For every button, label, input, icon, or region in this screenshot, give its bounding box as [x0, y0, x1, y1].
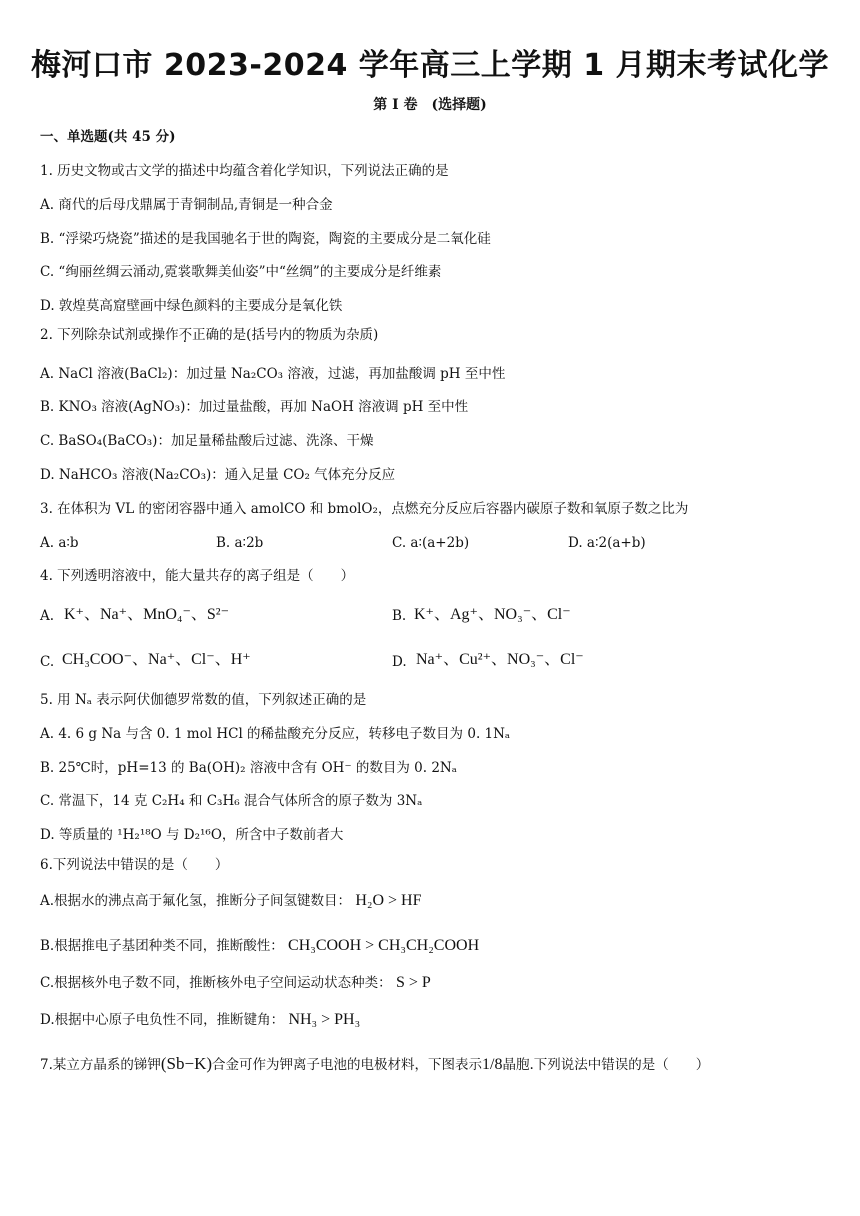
q5-option-c: C. 常温下，14 克 C₂H₄ 和 C₃H₆ 混合气体所含的原子数为 3Nₐ [40, 793, 423, 809]
q7-stem-mid: 合金可作为钾离子电池的电极材料，下图表示 [212, 1057, 483, 1073]
q4-option-b: K⁺、Ag⁺、NO₃⁻、Cl⁻ [414, 606, 571, 623]
q6-option-d [40, 1011, 360, 1029]
q1-option-b: B. “浮梁巧烧瓷”描述的是我国驰名于世的陶瓷，陶瓷的主要成分是二氧化硅 [40, 231, 491, 247]
q6-option-a-text: A.根据水的沸点高于氟化氢，推断分子间氢键数目： [40, 893, 352, 909]
section-heading: 一、单选题(共 45 分) [40, 129, 176, 145]
q7-stem-post: 晶胞.下列说法中错误的是（ ） [502, 1057, 710, 1073]
q1-stem: 1. 历史文物或古文学的描述中均蕴含着化学知识，下列说法正确的是 [40, 163, 449, 179]
q4-option-d: Na⁺、Cu²⁺、NO₃⁻、Cl⁻ [416, 651, 584, 668]
q5-option-d: D. 等质量的 ¹H₂¹⁸O 与 D₂¹⁶O，所含中子数前者大 [40, 827, 344, 843]
q5-option-a: A. 4. 6 g Na 与含 0. 1 mol HCl 的稀盐酸充分反应，转移电子数目为 0. 1Nₐ [40, 726, 511, 742]
q7-stem-pre: 7.某立方晶系的锑钾 [40, 1057, 161, 1073]
q2-option-d: D. NaHCO₃ 溶液(Na₂CO₃)：通入足量 CO₂ 气体充分反应 [40, 467, 396, 483]
q6-option-d-text: D.根据中心原子电负性不同，推断键角： [40, 1012, 285, 1028]
q3-option-c: C. a∶(a+2b) [392, 535, 470, 551]
q7-stem-fraction: 1/8 [482, 1056, 503, 1073]
q6-option-c [40, 974, 431, 992]
q4-stem: 4. 下列透明溶液中，能大量共存的离子组是（ ） [40, 568, 355, 584]
q6-option-a [40, 892, 422, 910]
q7-stem-formula: (Sb−K) [160, 1054, 213, 1073]
q6-option-c-formula: S > P [395, 974, 431, 991]
q2-option-b: B. KNO₃ 溶液(AgNO₃)：加过量盐酸，再加 NaOH 溶液调 pH 至中性 [40, 399, 469, 415]
q6-option-b-text: B.根据推电子基团种类不同，推断酸性： [40, 938, 284, 954]
q6-option-d-formula: NH₃ > PH₃ [288, 1011, 361, 1028]
q2-stem-pre: 2. 下列除杂试剂或操作 [40, 327, 179, 343]
q5-option-b: B. 25℃时，pH=13 的 Ba(OH)₂ 溶液中含有 OH⁻ 的数目为 0. 2Nₐ [40, 760, 457, 776]
q6-option-c-text: C.根据核外电子数不同，推断核外电子空间运动状态种类： [40, 975, 392, 991]
q6-option-b-formula: CH₃COOH > CH₃CH₂COOH [288, 937, 480, 954]
q4-option-c: CH₃COO⁻、Na⁺、Cl⁻、H⁺ [62, 651, 251, 668]
q6-stem: 6.下列说法中错误的是（ ） [40, 857, 229, 873]
q2-option-c: C. BaSO₄(BaCO₃)：加足量稀盐酸后过滤、洗涤、干燥 [40, 433, 374, 449]
q3-option-b: B. a∶2b [216, 535, 264, 551]
q1-option-c: C. “绚丽丝绸云涌动,霓裳歌舞美仙姿”中“丝绸”的主要成分是纤维素 [40, 264, 442, 280]
q6-option-b [40, 937, 479, 955]
q2-stem [40, 326, 378, 344]
q5-stem: 5. 用 Nₐ 表示阿伏伽德罗常数的值，下列叙述正确的是 [40, 692, 367, 708]
section-subtitle: 第 I 卷 (选择题) [373, 97, 487, 113]
q4-option-c-label: C. [40, 654, 55, 670]
q6-option-a-formula: H₂O > HF [355, 892, 422, 909]
q4-option-d-label: D. [392, 654, 407, 670]
q2-stem-post: 正确的是(括号内的物质为杂质) [192, 327, 379, 343]
exam-title: 梅河口市 2023-2024 学年高三上学期 1 月期末考试化学 [30, 48, 830, 83]
q2-option-a: A. NaCl 溶液(BaCl₂)：加过量 Na₂CO₃ 溶液，过滤，再加盐酸调 pH 至中性 [40, 366, 506, 382]
q7-stem [40, 1055, 709, 1074]
q4-option-b-label: B. [392, 608, 407, 624]
q1-option-d: D. 敦煌莫高窟壁画中绿色颜料的主要成分是氧化铁 [40, 298, 343, 314]
q4-option-a-label: A. [40, 608, 55, 624]
q3-stem: 3. 在体积为 VL 的密闭容器中通入 amolCO 和 bmolO₂，点燃充分反应后容器内碳原子数和氧原子数之比为 [40, 501, 689, 517]
q3-option-d: D. a∶2(a+b) [568, 535, 646, 551]
q4-option-a: K⁺、Na⁺、MnO₄⁻、S²⁻ [64, 606, 230, 623]
q3-option-a: A. a∶b [40, 535, 79, 551]
q2-stem-emphasis: 不 [178, 327, 193, 343]
q1-option-a: A. 商代的后母戊鼎属于青铜制品,青铜是一种合金 [40, 197, 333, 213]
